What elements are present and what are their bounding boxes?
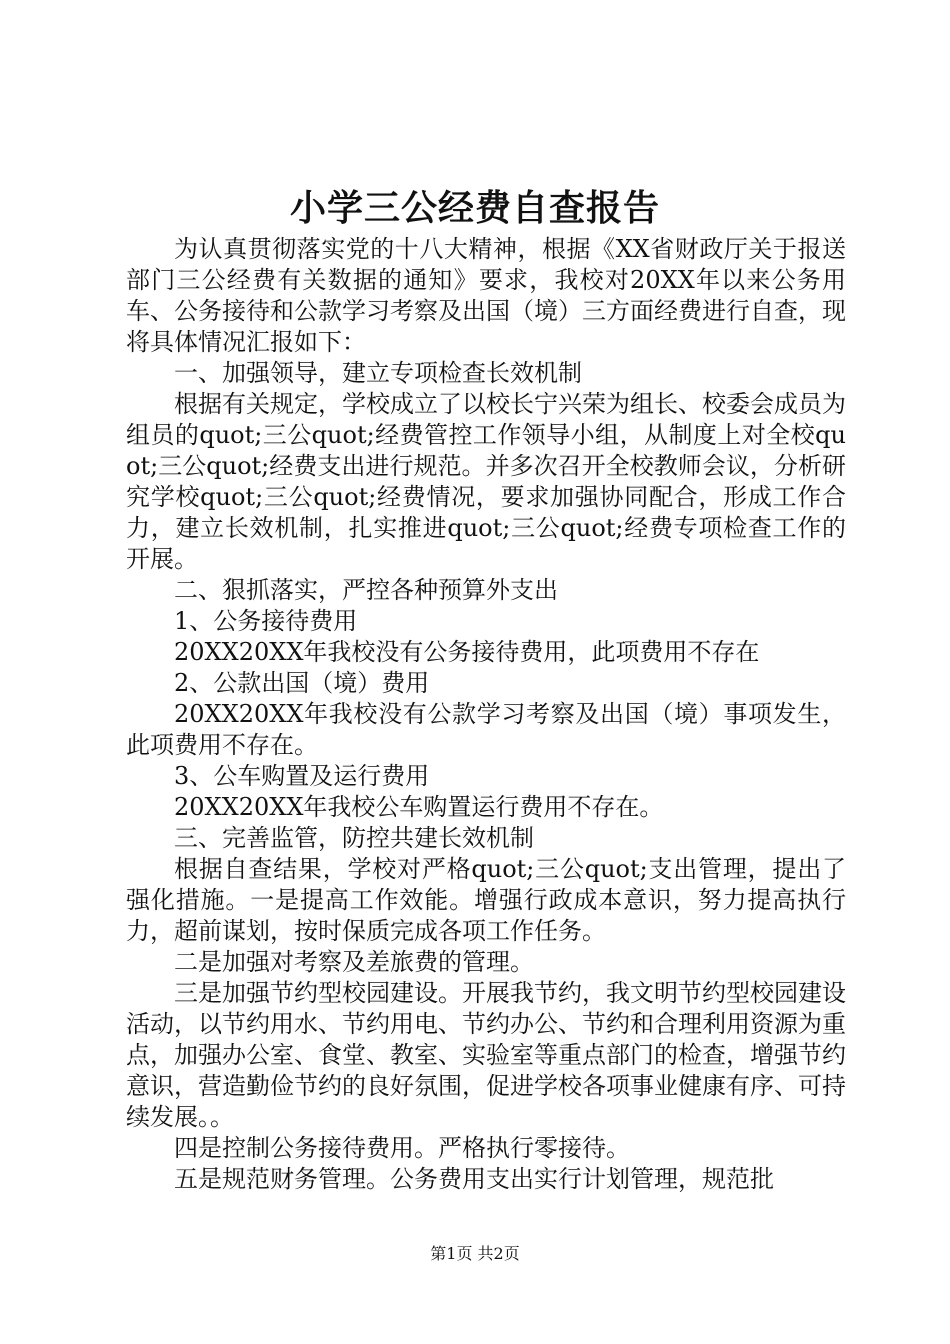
subheading-2: 2、公款出国（境）费用 [174, 669, 430, 697]
body-paragraph: 20XX20XX年我校公车购置运行费用不存在。 [174, 793, 664, 821]
body-paragraph: 五是规范财务管理。公务费用支出实行计划管理，规范批 [174, 1165, 774, 1193]
body-paragraph: 二是加强对考察及差旅费的管理。 [174, 948, 534, 976]
document-body [126, 234, 846, 1195]
body-paragraph: 四是控制公务接待费用。严格执行零接待。 [174, 1134, 630, 1162]
body-paragraph: 根据有关规定，学校成立了以校长宁兴荣为组长、校委会成员为组员的quot;三公quot;经费管控工作领导小组，从制度上对全校quot;三公quot;经费支出进行规范。并多次召开全校教师会议，分析研究学校quot;三公quot;经费情况，要求加强协同配合，形成工作合力，建立长效机制，扎实推进quot;三公quot;经费专项检查工作的开展。 [126, 390, 846, 573]
subheading-3: 3、公车购置及运行费用 [174, 762, 430, 790]
body-paragraph: 根据自查结果，学校对严格quot;三公quot;支出管理，提出了强化措施。一是提高工作效能。增强行政成本意识，努力提高执行力，超前谋划，按时保质完成各项工作任务。 [126, 855, 846, 945]
page-footer: 第1页 共2页 [430, 1244, 520, 1263]
section-heading-3: 三、完善监管，防控共建长效机制 [174, 824, 534, 852]
body-paragraph: 三是加强节约型校园建设。开展我节约，我文明节约型校园建设活动，以节约用水、节约用电、节约办公、节约和合理利用资源为重点，加强办公室、食堂、教室、实验室等重点部门的检查，增强节约意识，营造勤俭节约的良好氛围，促进学校各项事业健康有序、可持续发展。。 [126, 979, 846, 1131]
section-heading-2: 二、狠抓落实，严控各种预算外支出 [174, 576, 558, 604]
subheading-1: 1、公务接待费用 [174, 607, 358, 635]
section-heading-1: 一、加强领导，建立专项检查长效机制 [174, 359, 582, 387]
intro-paragraph: 为认真贯彻落实党的十八大精神，根据《XX省财政厅关于报送部门三公经费有关数据的通知》要求，我校对20XX年以来公务用车、公务接待和公款学习考察及出国（境）三方面经费进行自查，现将具体情况汇报如下： [126, 235, 846, 356]
document-title: 小学三公经费自查报告 [289, 187, 660, 229]
body-paragraph: 20XX20XX年我校没有公款学习考察及出国（境）事项发生，此项费用不存在。 [126, 700, 846, 759]
body-paragraph: 20XX20XX年我校没有公务接待费用，此项费用不存在 [174, 638, 760, 666]
